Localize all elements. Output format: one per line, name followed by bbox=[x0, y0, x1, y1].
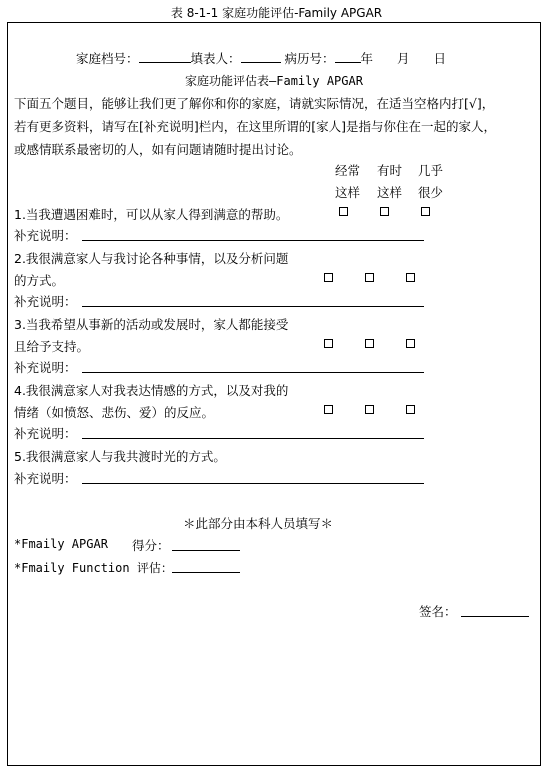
q1-supplement-label: 补充说明： bbox=[14, 228, 77, 243]
q3-often-checkbox[interactable] bbox=[324, 339, 333, 348]
option-header-sometimes-1: 有时 bbox=[377, 163, 403, 178]
q4-rarely-checkbox[interactable] bbox=[406, 405, 415, 414]
function-label: *Fmaily Function 评估： bbox=[14, 561, 173, 575]
filler-label: 填表人： bbox=[190, 51, 241, 66]
day-label: 日 bbox=[433, 51, 447, 66]
header-row bbox=[76, 49, 446, 67]
q3-supplement-label: 补充说明： bbox=[14, 360, 77, 375]
score-field[interactable] bbox=[172, 550, 240, 551]
q4-often-checkbox[interactable] bbox=[324, 405, 333, 414]
option-header-sometimes-2: 这样 bbox=[377, 185, 403, 200]
score-label: 得分： bbox=[132, 538, 170, 553]
q4-sometimes-checkbox[interactable] bbox=[365, 405, 374, 414]
q2-supplement-line[interactable] bbox=[82, 306, 424, 307]
intro-line-2: 若有更多资料，请写在[补充说明]栏内，在这里所谓的[家人]是指与你住在一起的家人， bbox=[14, 119, 497, 134]
function-field[interactable] bbox=[172, 572, 240, 573]
month-label: 月 bbox=[397, 51, 410, 66]
option-header-rarely-2: 很少 bbox=[418, 185, 444, 200]
case-number-label: 病历号： bbox=[284, 51, 335, 66]
q1-rarely-checkbox[interactable] bbox=[421, 207, 430, 216]
q2-supplement-label: 补充说明： bbox=[14, 294, 77, 309]
table-caption: 表 8-1-1 家庭功能评估-Family APGAR bbox=[170, 6, 383, 20]
option-header-often-1: 经常 bbox=[335, 163, 361, 178]
intro-line-1: 下面五个题目，能够让我们更了解你和你的家庭，请就实际情况，在适当空格内打[√]， bbox=[14, 96, 495, 111]
q1-supplement-line[interactable] bbox=[82, 240, 424, 241]
question-3-text-1: 3.当我希望从事新的活动或发展时，家人都能接受 bbox=[14, 317, 289, 332]
intro-line-3: 或感情联系最密切的人，如有问题请随时提出讨论。 bbox=[14, 142, 302, 157]
q1-often-checkbox[interactable] bbox=[339, 207, 348, 216]
question-5-text: 5.我很满意家人与我共渡时光的方式。 bbox=[14, 449, 226, 464]
q2-rarely-checkbox[interactable] bbox=[406, 273, 415, 282]
year-field[interactable] bbox=[335, 50, 361, 63]
q2-sometimes-checkbox[interactable] bbox=[365, 273, 374, 282]
apgar-label: *Fmaily APGAR bbox=[14, 537, 108, 551]
form-title: 家庭功能评估表—Family APGAR bbox=[185, 74, 363, 88]
question-4-text-2: 情绪（如愤怒、悲伤、爱）的反应。 bbox=[14, 405, 215, 420]
question-2-text-1: 2.我很满意家人与我讨论各种事情，以及分析问题 bbox=[14, 251, 289, 266]
form-frame bbox=[7, 22, 541, 766]
q3-sometimes-checkbox[interactable] bbox=[365, 339, 374, 348]
signature-field[interactable] bbox=[461, 616, 529, 617]
staff-section-title: ＊此部分由本科人员填写＊ bbox=[182, 516, 333, 531]
record-number-field[interactable] bbox=[139, 50, 191, 63]
question-2-text-2: 的方式。 bbox=[14, 273, 65, 288]
year-label: 年 bbox=[360, 51, 374, 66]
q4-supplement-label: 补充说明： bbox=[14, 426, 77, 441]
q5-supplement-line[interactable] bbox=[82, 483, 424, 484]
signature-label: 签名： bbox=[419, 604, 457, 619]
q1-sometimes-checkbox[interactable] bbox=[380, 207, 389, 216]
option-header-rarely-1: 几乎 bbox=[418, 163, 444, 178]
q3-supplement-line[interactable] bbox=[82, 372, 424, 373]
q4-supplement-line[interactable] bbox=[82, 438, 424, 439]
question-1-text: 1.当我遭遇困难时，可以从家人得到满意的帮助。 bbox=[14, 207, 289, 222]
q5-supplement-label: 补充说明： bbox=[14, 471, 77, 486]
q3-rarely-checkbox[interactable] bbox=[406, 339, 415, 348]
record-number-label: 家庭档号： bbox=[76, 51, 139, 66]
question-3-text-2: 且给予支持。 bbox=[14, 339, 90, 354]
filler-field[interactable] bbox=[241, 50, 281, 63]
option-header-often-2: 这样 bbox=[335, 185, 361, 200]
q2-often-checkbox[interactable] bbox=[324, 273, 333, 282]
question-4-text-1: 4.我很满意家人对我表达情感的方式，以及对我的 bbox=[14, 383, 289, 398]
